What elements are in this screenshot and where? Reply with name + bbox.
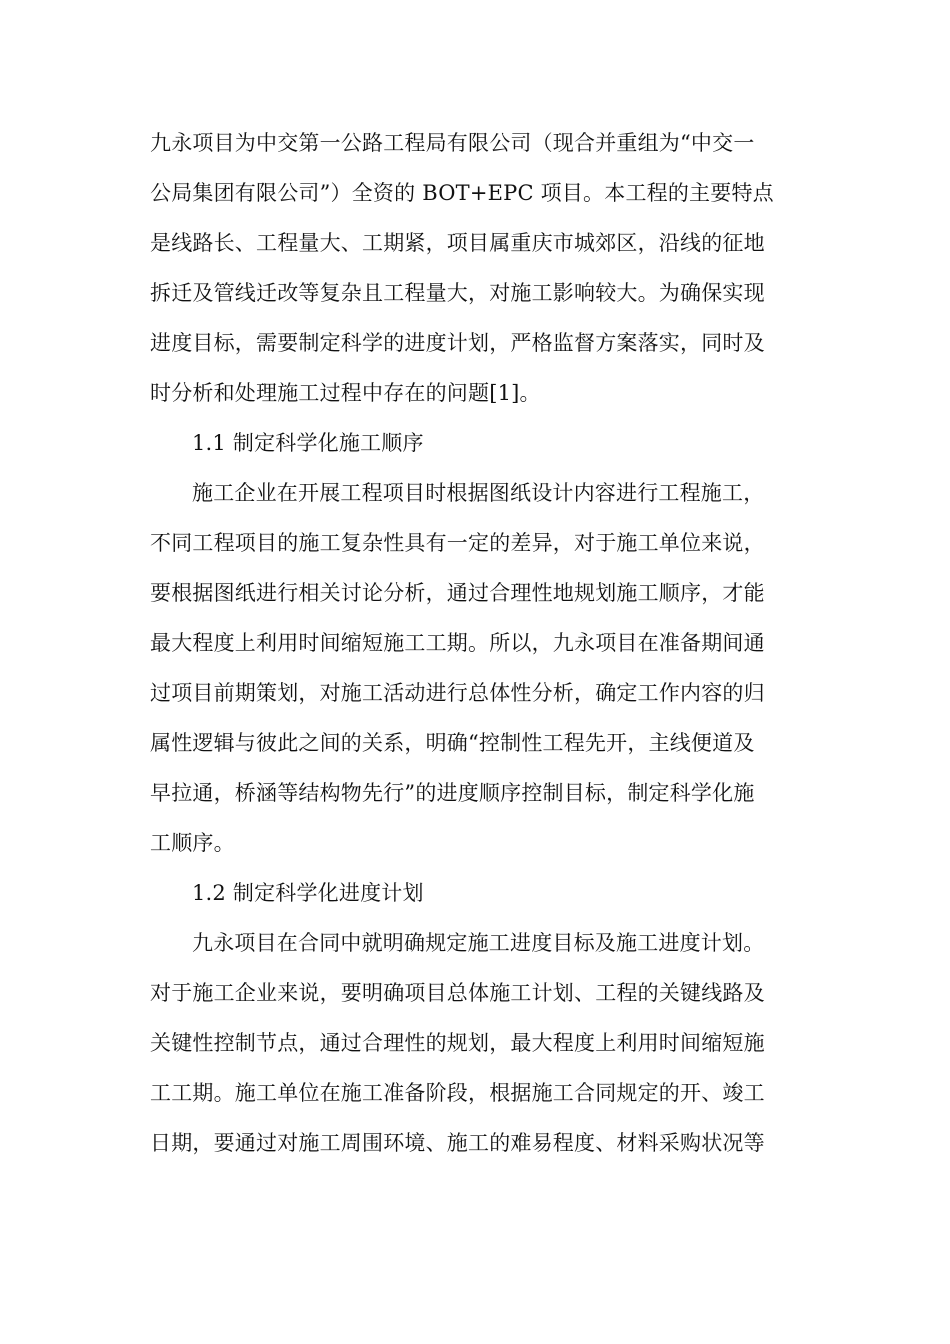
paragraph-line: 要根据图纸进行相关讨论分析，通过合理性地规划施工顺序，才能 [150,581,765,605]
paragraph-line: 九永项目为中交第一公路工程局有限公司（现合并重组为“中交一 [150,131,755,155]
paragraph-line: 不同工程项目的施工复杂性具有一定的差异，对于施工单位来说， [150,531,765,555]
paragraph-line: 最大程度上利用时间缩短施工工期。所以，九永项目在准备期间通 [150,631,765,655]
paragraph-line: 早拉通，桥涵等结构物先行”的进度顺序控制目标，制定科学化施 [150,781,755,805]
paragraph-line: 工顺序。 [150,831,235,855]
paragraph-line: 是线路长、工程量大、工期紧，项目属重庆市城郊区，沿线的征地 [150,231,765,255]
paragraph-line: 施工企业在开展工程项目时根据图纸设计内容进行工程施工， [192,481,765,505]
section-heading: 1.2 制定科学化进度计划 [192,881,424,905]
paragraph-line: 拆迁及管线迁改等复杂且工程量大，对施工影响较大。为确保实现 [150,281,765,305]
paragraph-line: 对于施工企业来说，要明确项目总体施工计划、工程的关键线路及 [150,981,765,1005]
paragraph-line: 进度目标，需要制定科学的进度计划，严格监督方案落实，同时及 [150,331,765,355]
paragraph-line: 过项目前期策划，对施工活动进行总体性分析，确定工作内容的归 [150,681,765,705]
document-body [150,118,805,1168]
paragraph-line: 九永项目在合同中就明确规定施工进度目标及施工进度计划。 [192,931,765,955]
paragraph-line: 属性逻辑与彼此之间的关系，明确“控制性工程先开，主线便道及 [150,731,755,755]
paragraph-line: 时分析和处理施工过程中存在的问题[1]。 [150,381,541,405]
paragraph-line: 日期，要通过对施工周围环境、施工的难易程度、材料采购状况等 [150,1131,765,1155]
section-heading: 1.1 制定科学化施工顺序 [192,431,424,455]
paragraph-line: 工工期。施工单位在施工准备阶段，根据施工合同规定的开、竣工 [150,1081,765,1105]
paragraph-line: 关键性控制节点，通过合理性的规划，最大程度上利用时间缩短施 [150,1031,765,1055]
paragraph-line: 公局集团有限公司”）全资的 BOT+EPC 项目。本工程的主要特点 [150,181,774,205]
